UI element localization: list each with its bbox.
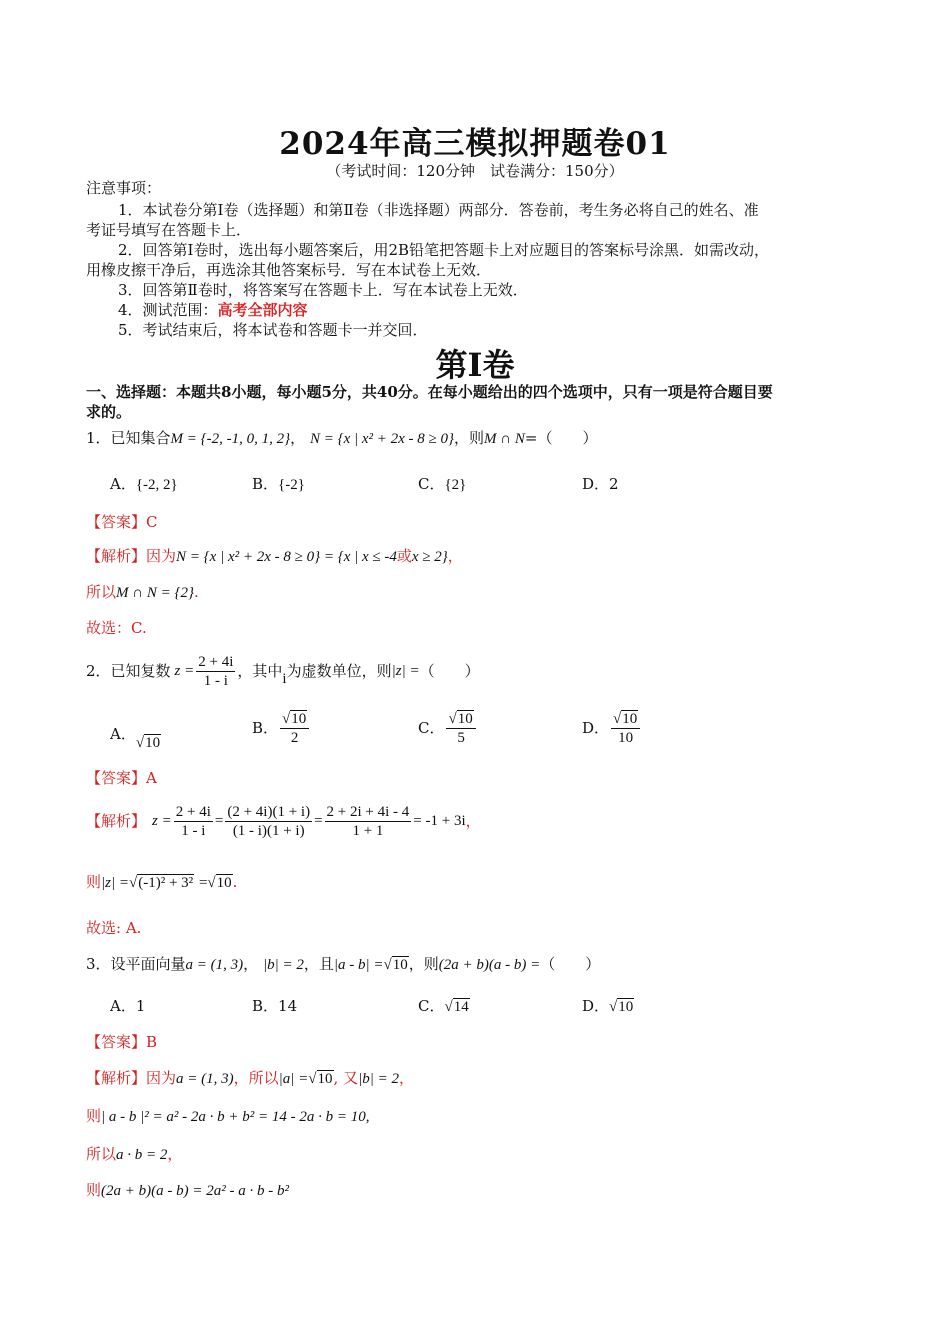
q2-s-fraction-1: [174, 803, 213, 840]
q2-opt-b-fraction: $\frac{√10}{2}$: [280, 710, 309, 747]
q2-stem-c: 为虚数单位，则: [286, 662, 392, 680]
q3-a1-c: , 又: [333, 1069, 359, 1087]
q3-opt-d-rad: 10: [618, 999, 634, 1015]
q3-stem-c: ，则: [408, 955, 439, 973]
q1-analysis-expr2: x ≥ 2}: [411, 549, 448, 565]
q1-analysis-a: 因为: [146, 547, 177, 565]
q2-then-res-sqrt: √10: [207, 875, 232, 891]
q2-stem-d: （ ）: [419, 662, 480, 680]
q2-opt-b-rad: 10: [291, 710, 307, 727]
q2-s-res: = -1 + 3i: [413, 813, 466, 829]
q3-stem-a: 3．设平面向量: [86, 955, 186, 973]
q2-then-res-rad: 10: [216, 875, 232, 891]
q3-sep1: ，: [243, 955, 259, 973]
q3-opt-c-sqrt: √14: [444, 999, 469, 1015]
q3-opt-c-rad: 14: [453, 999, 469, 1015]
q2-then-expr: |z| =: [101, 875, 129, 891]
q3-vec-b: |b| = 2: [262, 957, 304, 973]
q2-s-f1-num: 2 + 4i: [175, 803, 211, 820]
q2-opt-c-fraction: $\frac{√10}{5}$: [446, 710, 475, 747]
q2-stem-a: 2．已知复数: [86, 662, 171, 680]
q3-diff-sqrt: √10: [383, 957, 408, 973]
q2-z-num: 2 + 4i: [198, 653, 234, 670]
section-title: 第Ⅰ卷: [435, 346, 515, 384]
q2-then-eq: =: [198, 875, 208, 891]
notice-item-2-line-1: 2．回答第Ⅰ卷时，选出每小题答案后，用2B铅笔把答题卡上对应题目的答案标号涂黑．如需改动，: [118, 241, 770, 259]
q2-opt-a-sqrt: √10: [135, 735, 161, 751]
q2-opt-d-fraction: $\frac{√10}{10}$: [611, 710, 640, 747]
q3-a1-sqrt: √10: [308, 1071, 333, 1087]
q3-a1-abs: |a| =: [278, 1071, 309, 1087]
q2-then-rad: (-1)² + 3²: [138, 875, 194, 891]
q2-analysis: [86, 798, 481, 844]
question-3-stem: [86, 954, 600, 975]
q1-analysis-tag: 【解析】: [86, 547, 147, 565]
q1-so-end: .: [193, 583, 199, 601]
q3-vec-a: a = (1, 3): [185, 957, 244, 973]
q3-a1-expr: a = (1, 3): [176, 1071, 234, 1087]
q3-a1-b: ，所以: [233, 1069, 279, 1087]
q3-stem-d: （ ）: [540, 955, 601, 973]
test-scope: 高考全部内容: [217, 301, 308, 319]
q2-choose: 故选: A.: [86, 919, 142, 937]
q3-answer: 【答案】B: [86, 1033, 158, 1051]
q3-option-d[interactable]: [582, 996, 634, 1017]
q3-option-b[interactable]: B．14: [252, 997, 298, 1015]
q1-analysis-expr1: N = {x | x² + 2x - 8 ≥ 0} = {x | x ≤ -4: [176, 549, 397, 565]
q2-s-f1-den: 1 - i: [181, 822, 206, 839]
q3-a1-rad: 10: [317, 1071, 333, 1087]
q2-z-fraction: [196, 653, 235, 690]
q3-a3-end: ，: [167, 1145, 183, 1163]
q2-option-a[interactable]: [110, 724, 161, 751]
section-desc-line-1: 一、选择题：本题共8小题，每小题5分，共40分。在每小题给出的四个选项中，只有一项是符合题目要: [86, 383, 773, 401]
q2-opt-a-label: A．: [110, 725, 136, 743]
notice-item-4: [118, 300, 308, 320]
q1-option-b[interactable]: [252, 474, 305, 495]
q2-opt-b-label: B．: [252, 719, 279, 737]
q3-diff-expr: |a - b| =: [333, 957, 384, 973]
q1-opt-c-value: {2}: [444, 477, 467, 493]
q1-answer: 【答案】C: [86, 513, 158, 531]
q2-stem-b: ，其中: [237, 662, 283, 680]
q2-analysis-tag: 【解析】: [86, 812, 147, 830]
notice-item-2-line-2: 用橡皮擦干净后，再选涂其他答案标号．写在本试卷上无效．: [86, 261, 492, 279]
q1-option-c[interactable]: [418, 474, 466, 495]
q3-a2-expr: | a - b |² = a² - 2a · b + b² = 14 - 2a · b = 10,: [101, 1109, 370, 1125]
q3-prod-expr: (2a + b)(a - b) =: [438, 957, 541, 973]
q2-opt-c-den: 5: [457, 729, 465, 746]
q2-opt-a-rad: 10: [145, 735, 161, 751]
q1-stem-a: 1．已知集合: [86, 429, 171, 447]
q3-analysis-tag: 【解析】: [86, 1069, 147, 1087]
q1-opt-c-label: C．: [418, 475, 445, 493]
q3-a4-prefix: 则: [86, 1181, 102, 1199]
q1-analysis-or: 或: [396, 547, 412, 565]
q1-stem-c: =（ ）: [524, 429, 598, 447]
q2-then-sqrt: √(-1)² + 3²: [128, 875, 194, 891]
exam-title: 2024年高三模拟押题卷01: [279, 126, 671, 162]
notice-item-4-prefix: 4．测试范围：: [118, 301, 218, 319]
notice-heading: 注意事项：: [86, 179, 162, 197]
q2-opt-d-rad: 10: [622, 710, 638, 727]
q3-a1: 因为: [146, 1069, 177, 1087]
q2-option-b[interactable]: [252, 708, 311, 748]
notice-item-5: 5．考试结束后，将本试卷和答题卡一并交回．: [118, 321, 428, 339]
q3-a3-prefix: 所以: [86, 1145, 117, 1163]
q2-s-f3-num: 2 + 2i + 4i - 4: [326, 803, 410, 820]
q1-opt-b-label: B．: [252, 475, 279, 493]
q2-s-fraction-2: [225, 803, 312, 840]
q1-set-m: M = {-2, -1, 0, 1, 2}: [170, 431, 291, 447]
question-2-stem: [86, 650, 480, 692]
q1-sep: ，: [290, 429, 306, 447]
q1-stem-b: ，则: [454, 429, 485, 447]
q1-so: [86, 582, 199, 603]
q3-a1-end: ，: [398, 1069, 414, 1087]
q3-a2-prefix: 则: [86, 1107, 102, 1125]
q1-analysis-end: ，: [447, 547, 463, 565]
q1-opt-a-value: {-2, 2}: [135, 477, 178, 493]
q3-opt-c-label: C．: [418, 997, 445, 1015]
q3-analysis-line-1: [86, 1068, 414, 1089]
q2-opt-c-label: C．: [418, 719, 445, 737]
q3-option-c[interactable]: [418, 996, 470, 1017]
q2-option-d[interactable]: [582, 708, 642, 748]
q2-s-eq-2: =: [314, 813, 323, 829]
q1-so-prefix: 所以: [86, 583, 117, 601]
q3-a3-expr: a · b = 2: [116, 1147, 168, 1163]
q2-abs-z: |z| =: [391, 663, 420, 679]
q2-answer: 【答案】A: [86, 769, 157, 787]
q3-analysis-line-2: [86, 1106, 369, 1127]
q3-opt-d-sqrt: √10: [609, 999, 634, 1015]
exam-subtitle: （考试时间：120分钟 试卷满分：150分）: [326, 162, 624, 180]
q1-expr: M ∩ N: [484, 431, 525, 447]
q1-option-d[interactable]: D．2: [582, 475, 619, 493]
notice-item-1-line-1: 1．本试卷分第Ⅰ卷（选择题）和第Ⅱ卷（非选择题）两部分．答卷前，考生务必将自己的姓名、准: [118, 201, 759, 219]
q3-a4-expr: (2a + b)(a - b) = 2a² - a · b - b²: [101, 1183, 289, 1199]
q2-s-f2-den: (1 - i)(1 + i): [232, 822, 305, 839]
q1-so-expr: M ∩ N = {2}: [116, 585, 194, 601]
q2-then: [86, 872, 237, 893]
q2-z-eq: z =: [174, 663, 195, 679]
q2-s-z: z =: [152, 813, 172, 829]
q3-analysis-line-3: [86, 1144, 182, 1165]
notice-item-1-line-2: 考证号填写在答题卡上．: [86, 221, 252, 239]
q3-option-a[interactable]: A．1: [110, 997, 146, 1015]
section-desc-line-2: 求的。: [86, 403, 132, 421]
q3-a1-bb: |b| = 2: [358, 1071, 399, 1087]
q2-opt-c-rad: 10: [457, 710, 473, 727]
q2-s-f2-num: (2 + 4i)(1 + i): [227, 803, 311, 820]
q2-s-eq-1: =: [214, 813, 224, 829]
q2-s-fraction-3: [325, 803, 412, 840]
q2-s-f3-den: 1 + 1: [352, 822, 384, 839]
q2-opt-d-label: D．: [582, 719, 610, 737]
q2-then-end: .: [232, 873, 238, 891]
q3-analysis-line-4: [86, 1180, 289, 1201]
q2-then-prefix: 则: [86, 873, 102, 891]
q2-opt-b-den: 2: [290, 729, 299, 746]
q2-z-den: 1 - i: [203, 672, 228, 689]
notice-item-3: 3．回答第Ⅱ卷时，将答案写在答题卡上．写在本试卷上无效．: [118, 281, 528, 299]
question-1-stem: [86, 428, 597, 449]
q1-option-a[interactable]: [110, 474, 178, 495]
q1-opt-a-label: A．: [110, 475, 136, 493]
q1-set-n: N = {x | x² + 2x - 8 ≥ 0}: [309, 431, 455, 447]
q3-opt-d-label: D．: [582, 997, 610, 1015]
q2-i-var: i: [282, 671, 287, 687]
q3-diff-rad: 10: [392, 957, 408, 973]
q1-opt-b-value: {-2}: [278, 477, 305, 493]
q2-option-c[interactable]: [418, 708, 478, 748]
q1-analysis: [86, 546, 463, 567]
q1-choose: 故选：C.: [86, 619, 147, 637]
q2-opt-d-den: 10: [618, 729, 634, 746]
q3-stem-b: ，且: [303, 955, 334, 973]
q2-s-end: ，: [465, 812, 481, 830]
